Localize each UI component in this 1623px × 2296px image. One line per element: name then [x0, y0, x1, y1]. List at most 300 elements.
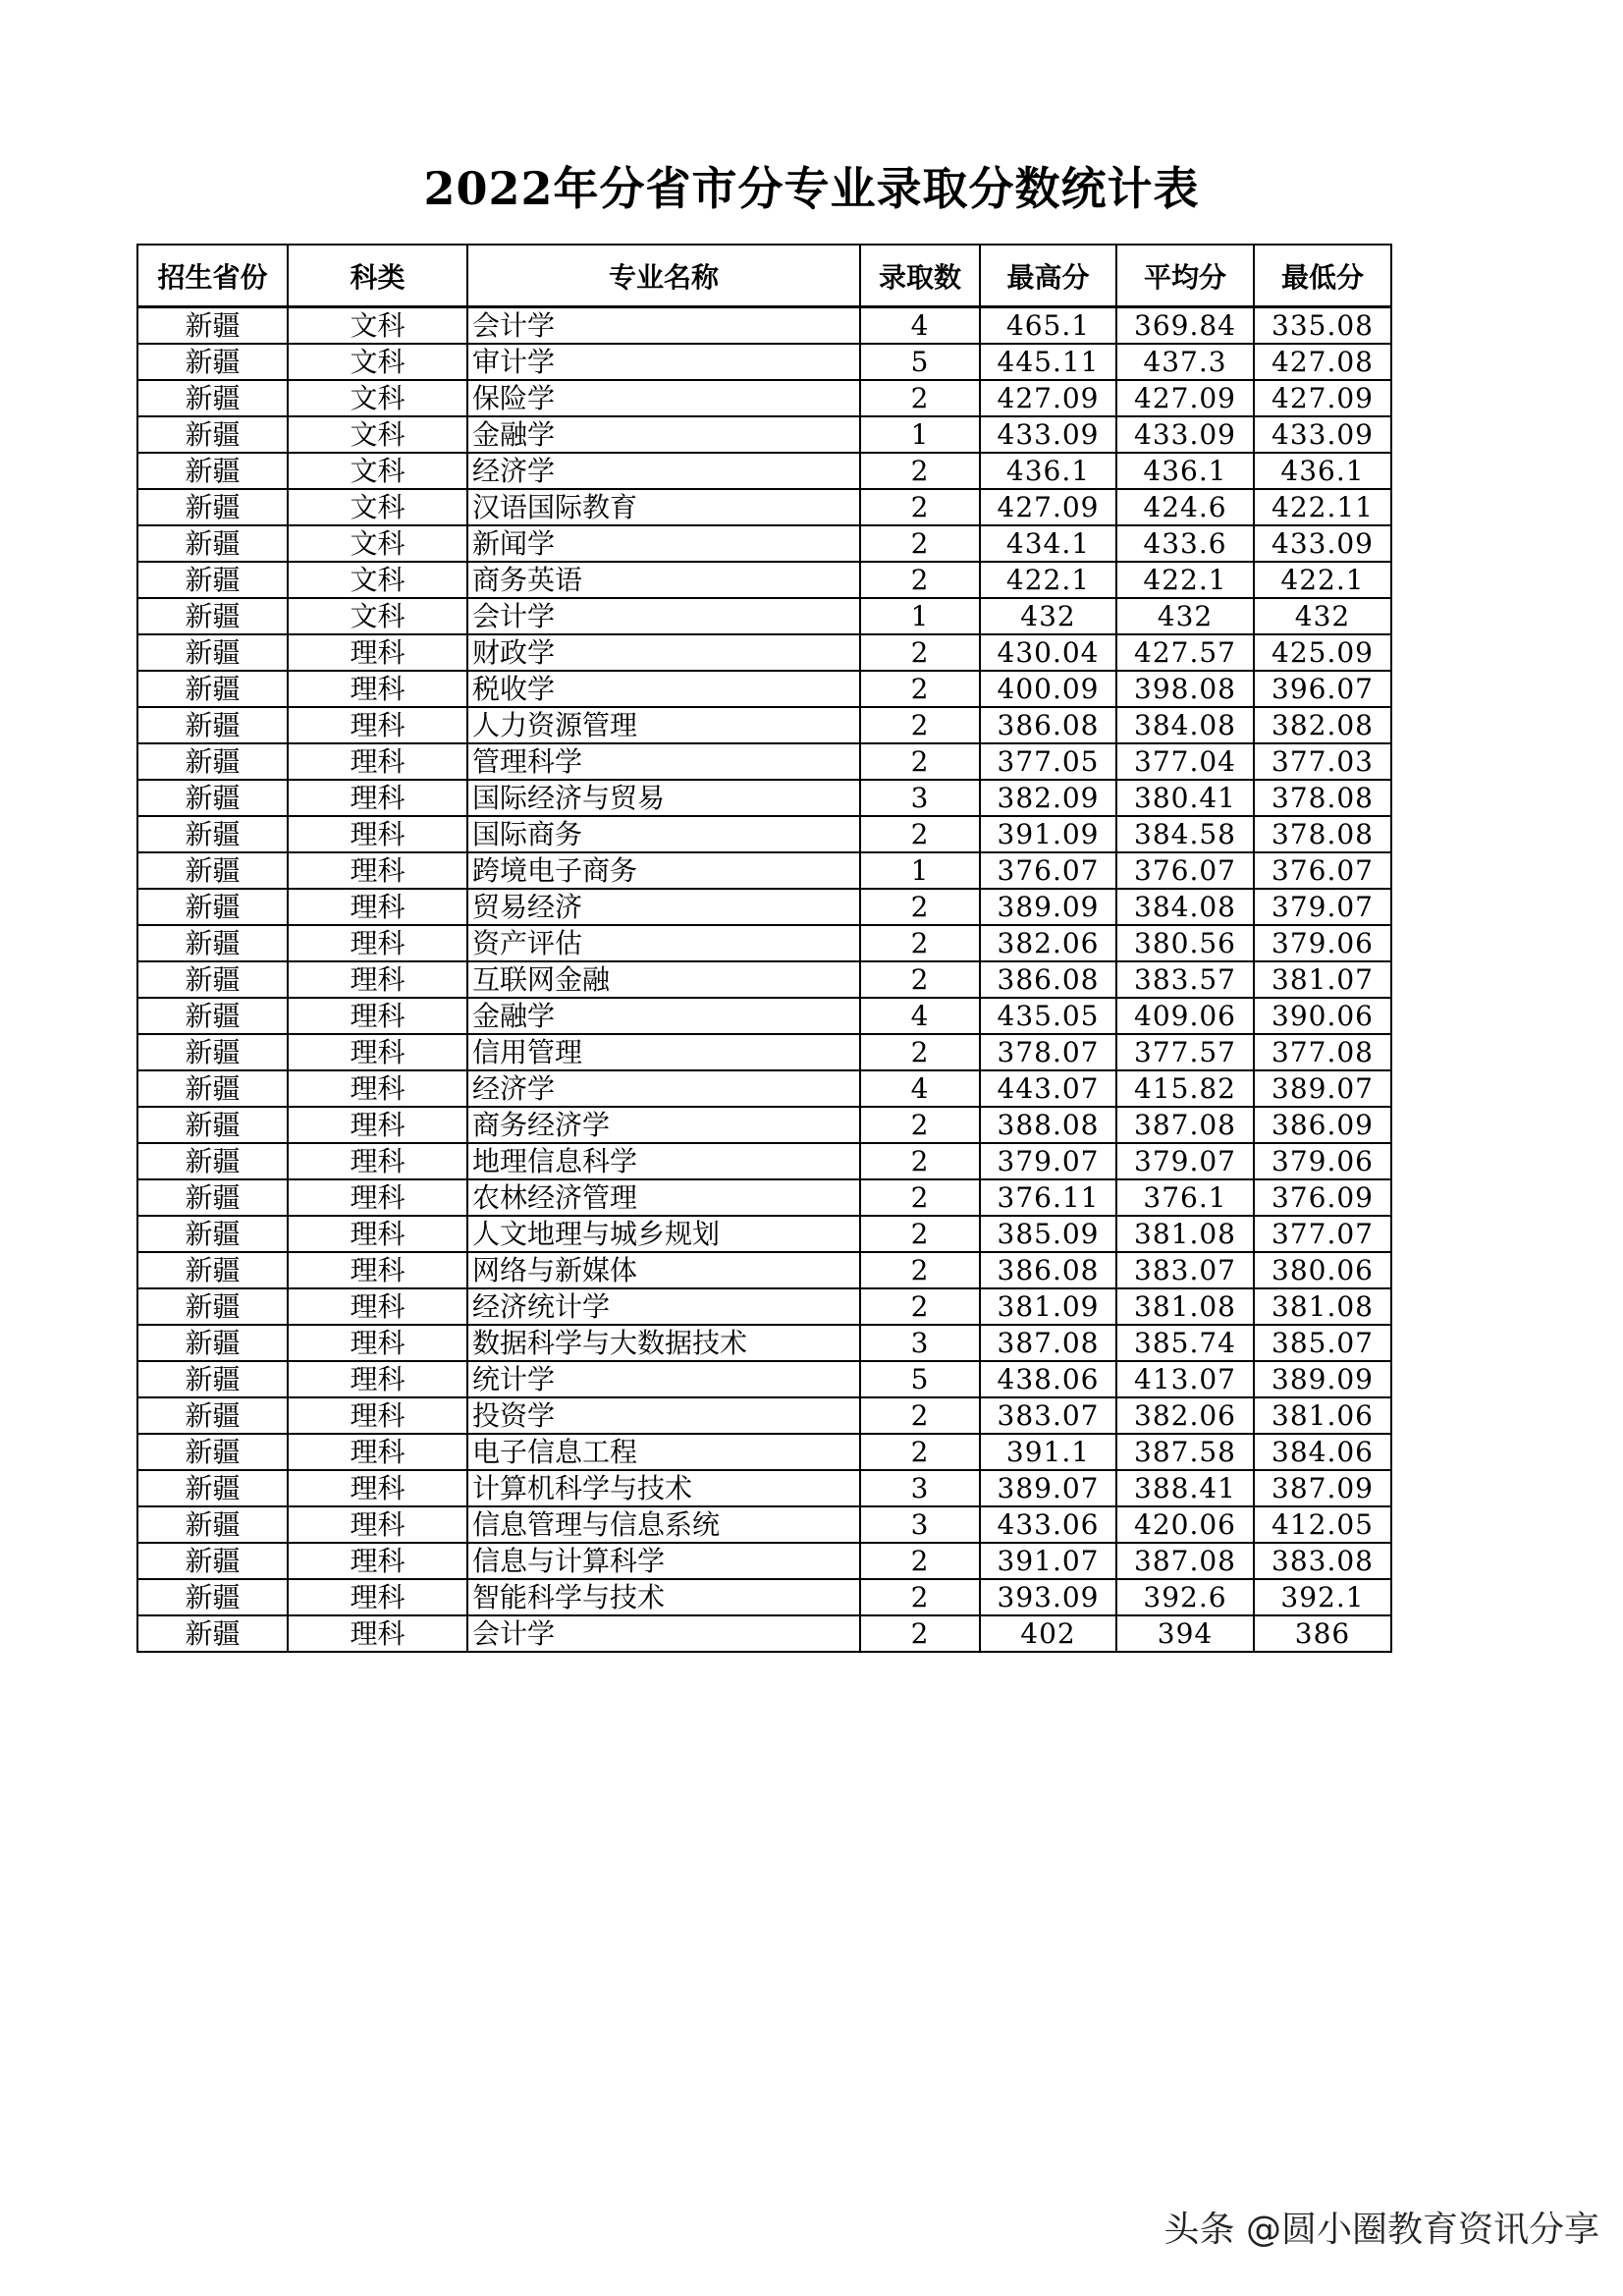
cell-province: 新疆	[137, 1252, 288, 1288]
cell-category: 理科	[288, 1034, 467, 1070]
table-row	[137, 1434, 1391, 1470]
cell-max-score: 383.07	[980, 1397, 1116, 1434]
cell-min-score: 384.06	[1254, 1434, 1391, 1470]
cell-avg-score: 376.1	[1116, 1179, 1254, 1216]
cell-major: 管理科学	[467, 743, 860, 780]
cell-avg-score: 379.07	[1116, 1143, 1254, 1179]
cell-major: 商务英语	[467, 562, 860, 598]
cell-max-score: 379.07	[980, 1143, 1116, 1179]
cell-avg-score: 388.41	[1116, 1470, 1254, 1506]
cell-avg-score: 377.57	[1116, 1034, 1254, 1070]
cell-major: 信息管理与信息系统	[467, 1506, 860, 1543]
cell-province: 新疆	[137, 1034, 288, 1070]
cell-avg-score: 369.84	[1116, 307, 1254, 345]
cell-category: 理科	[288, 1252, 467, 1288]
cell-category: 理科	[288, 1179, 467, 1216]
table-row	[137, 1361, 1391, 1397]
cell-admitted: 2	[860, 1434, 980, 1470]
table-row	[137, 671, 1391, 707]
cell-min-score: 392.1	[1254, 1579, 1391, 1615]
cell-avg-score: 409.06	[1116, 998, 1254, 1034]
cell-category: 理科	[288, 707, 467, 743]
header-min-score: 最低分	[1254, 245, 1391, 307]
cell-province: 新疆	[137, 1216, 288, 1252]
cell-avg-score: 433.6	[1116, 525, 1254, 562]
table-row	[137, 1288, 1391, 1325]
cell-category: 理科	[288, 1579, 467, 1615]
cell-province: 新疆	[137, 1434, 288, 1470]
cell-major: 经济学	[467, 1070, 860, 1107]
table-row	[137, 1543, 1391, 1579]
cell-admitted: 2	[860, 634, 980, 671]
cell-category: 文科	[288, 380, 467, 416]
cell-admitted: 2	[860, 1216, 980, 1252]
cell-category: 理科	[288, 925, 467, 961]
cell-admitted: 2	[860, 1579, 980, 1615]
header-admitted: 录取数	[860, 245, 980, 307]
cell-major: 金融学	[467, 998, 860, 1034]
cell-category: 理科	[288, 816, 467, 852]
cell-min-score: 389.09	[1254, 1361, 1391, 1397]
cell-min-score: 379.07	[1254, 889, 1391, 925]
table-row	[137, 1470, 1391, 1506]
cell-max-score: 391.09	[980, 816, 1116, 852]
cell-min-score: 385.07	[1254, 1325, 1391, 1361]
cell-avg-score: 424.6	[1116, 489, 1254, 525]
cell-major: 会计学	[467, 307, 860, 345]
cell-max-score: 443.07	[980, 1070, 1116, 1107]
cell-min-score: 425.09	[1254, 634, 1391, 671]
cell-max-score: 393.09	[980, 1579, 1116, 1615]
cell-admitted: 2	[860, 961, 980, 998]
cell-major: 信用管理	[467, 1034, 860, 1070]
header-max-score: 最高分	[980, 245, 1116, 307]
cell-major: 人力资源管理	[467, 707, 860, 743]
cell-avg-score: 385.74	[1116, 1325, 1254, 1361]
table-row	[137, 707, 1391, 743]
cell-major: 税收学	[467, 671, 860, 707]
cell-category: 理科	[288, 1361, 467, 1397]
cell-admitted: 2	[860, 1288, 980, 1325]
cell-category: 文科	[288, 416, 467, 453]
cell-avg-score: 432	[1116, 598, 1254, 634]
cell-max-score: 386.08	[980, 961, 1116, 998]
cell-category: 文科	[288, 562, 467, 598]
cell-admitted: 2	[860, 1397, 980, 1434]
cell-avg-score: 392.6	[1116, 1579, 1254, 1615]
cell-category: 理科	[288, 889, 467, 925]
cell-avg-score: 415.82	[1116, 1070, 1254, 1107]
cell-admitted: 4	[860, 1070, 980, 1107]
table-row	[137, 1325, 1391, 1361]
table-row	[137, 598, 1391, 634]
cell-min-score: 381.07	[1254, 961, 1391, 998]
cell-max-score: 432	[980, 598, 1116, 634]
table-row	[137, 1615, 1391, 1652]
cell-province: 新疆	[137, 961, 288, 998]
cell-avg-score: 436.1	[1116, 453, 1254, 489]
table-row	[137, 1143, 1391, 1179]
cell-avg-score: 382.06	[1116, 1397, 1254, 1434]
cell-min-score: 387.09	[1254, 1470, 1391, 1506]
cell-category: 理科	[288, 961, 467, 998]
cell-admitted: 2	[860, 1543, 980, 1579]
cell-province: 新疆	[137, 1179, 288, 1216]
cell-admitted: 2	[860, 525, 980, 562]
cell-category: 理科	[288, 743, 467, 780]
cell-avg-score: 387.08	[1116, 1107, 1254, 1143]
cell-admitted: 2	[860, 1034, 980, 1070]
cell-avg-score: 381.08	[1116, 1288, 1254, 1325]
cell-major: 汉语国际教育	[467, 489, 860, 525]
cell-category: 文科	[288, 489, 467, 525]
cell-admitted: 2	[860, 1179, 980, 1216]
table-row	[137, 852, 1391, 889]
cell-major: 保险学	[467, 380, 860, 416]
cell-category: 理科	[288, 634, 467, 671]
table-row	[137, 525, 1391, 562]
cell-admitted: 2	[860, 671, 980, 707]
cell-avg-score: 420.06	[1116, 1506, 1254, 1543]
cell-province: 新疆	[137, 1506, 288, 1543]
cell-min-score: 381.08	[1254, 1288, 1391, 1325]
cell-max-score: 433.06	[980, 1506, 1116, 1543]
cell-major: 地理信息科学	[467, 1143, 860, 1179]
cell-province: 新疆	[137, 562, 288, 598]
cell-avg-score: 381.08	[1116, 1216, 1254, 1252]
cell-min-score: 379.06	[1254, 925, 1391, 961]
table-row	[137, 743, 1391, 780]
cell-max-score: 402	[980, 1615, 1116, 1652]
cell-province: 新疆	[137, 889, 288, 925]
cell-min-score: 432	[1254, 598, 1391, 634]
cell-category: 理科	[288, 1434, 467, 1470]
cell-major: 统计学	[467, 1361, 860, 1397]
cell-max-score: 438.06	[980, 1361, 1116, 1397]
cell-major: 国际经济与贸易	[467, 780, 860, 816]
cell-category: 理科	[288, 852, 467, 889]
cell-province: 新疆	[137, 671, 288, 707]
cell-province: 新疆	[137, 1470, 288, 1506]
cell-min-score: 436.1	[1254, 453, 1391, 489]
table-row	[137, 1107, 1391, 1143]
cell-province: 新疆	[137, 1543, 288, 1579]
cell-min-score: 335.08	[1254, 307, 1391, 345]
cell-major: 信息与计算科学	[467, 1543, 860, 1579]
cell-province: 新疆	[137, 634, 288, 671]
cell-province: 新疆	[137, 307, 288, 345]
cell-admitted: 3	[860, 1325, 980, 1361]
table-header-row	[137, 245, 1391, 307]
table-row	[137, 1506, 1391, 1543]
cell-admitted: 2	[860, 1143, 980, 1179]
cell-major: 电子信息工程	[467, 1434, 860, 1470]
cell-max-score: 378.07	[980, 1034, 1116, 1070]
cell-category: 理科	[288, 1615, 467, 1652]
cell-min-score: 380.06	[1254, 1252, 1391, 1288]
cell-admitted: 5	[860, 1361, 980, 1397]
cell-admitted: 2	[860, 743, 980, 780]
cell-avg-score: 387.08	[1116, 1543, 1254, 1579]
cell-province: 新疆	[137, 1143, 288, 1179]
cell-avg-score: 383.07	[1116, 1252, 1254, 1288]
cell-province: 新疆	[137, 453, 288, 489]
cell-major: 互联网金融	[467, 961, 860, 998]
cell-max-score: 389.07	[980, 1470, 1116, 1506]
cell-province: 新疆	[137, 416, 288, 453]
cell-max-score: 427.09	[980, 380, 1116, 416]
cell-province: 新疆	[137, 1615, 288, 1652]
cell-max-score: 386.08	[980, 1252, 1116, 1288]
table-row	[137, 416, 1391, 453]
header-category: 科类	[288, 245, 467, 307]
cell-category: 理科	[288, 1288, 467, 1325]
cell-province: 新疆	[137, 1070, 288, 1107]
cell-min-score: 422.11	[1254, 489, 1391, 525]
cell-major: 跨境电子商务	[467, 852, 860, 889]
cell-admitted: 4	[860, 307, 980, 345]
cell-major: 经济统计学	[467, 1288, 860, 1325]
table-row	[137, 380, 1391, 416]
table-row	[137, 1216, 1391, 1252]
cell-max-score: 422.1	[980, 562, 1116, 598]
cell-admitted: 2	[860, 816, 980, 852]
table-row	[137, 1397, 1391, 1434]
cell-avg-score: 413.07	[1116, 1361, 1254, 1397]
cell-min-score: 422.1	[1254, 562, 1391, 598]
cell-category: 理科	[288, 1216, 467, 1252]
cell-admitted: 1	[860, 852, 980, 889]
cell-avg-score: 384.08	[1116, 889, 1254, 925]
cell-province: 新疆	[137, 344, 288, 380]
cell-category: 理科	[288, 1470, 467, 1506]
cell-min-score: 390.06	[1254, 998, 1391, 1034]
cell-major: 审计学	[467, 344, 860, 380]
cell-major: 农林经济管理	[467, 1179, 860, 1216]
cell-category: 文科	[288, 598, 467, 634]
cell-max-score: 385.09	[980, 1216, 1116, 1252]
table-row	[137, 1179, 1391, 1216]
cell-max-score: 377.05	[980, 743, 1116, 780]
header-avg-score: 平均分	[1116, 245, 1254, 307]
cell-major: 金融学	[467, 416, 860, 453]
cell-province: 新疆	[137, 525, 288, 562]
cell-admitted: 2	[860, 1107, 980, 1143]
cell-category: 理科	[288, 1397, 467, 1434]
cell-province: 新疆	[137, 852, 288, 889]
cell-admitted: 5	[860, 344, 980, 380]
cell-category: 文科	[288, 453, 467, 489]
table-row	[137, 816, 1391, 852]
cell-province: 新疆	[137, 1397, 288, 1434]
cell-avg-score: 380.41	[1116, 780, 1254, 816]
cell-min-score: 382.08	[1254, 707, 1391, 743]
cell-max-score: 376.07	[980, 852, 1116, 889]
table-row	[137, 889, 1391, 925]
table-row	[137, 1070, 1391, 1107]
cell-category: 文科	[288, 525, 467, 562]
cell-province: 新疆	[137, 1107, 288, 1143]
cell-max-score: 436.1	[980, 453, 1116, 489]
header-province: 招生省份	[137, 245, 288, 307]
cell-min-score: 379.06	[1254, 1143, 1391, 1179]
cell-max-score: 389.09	[980, 889, 1116, 925]
cell-min-score: 427.08	[1254, 344, 1391, 380]
cell-major: 国际商务	[467, 816, 860, 852]
cell-major: 会计学	[467, 598, 860, 634]
cell-max-score: 430.04	[980, 634, 1116, 671]
cell-min-score: 376.09	[1254, 1179, 1391, 1216]
score-table	[136, 244, 1392, 1653]
cell-min-score: 427.09	[1254, 380, 1391, 416]
cell-max-score: 388.08	[980, 1107, 1116, 1143]
cell-avg-score: 380.56	[1116, 925, 1254, 961]
cell-max-score: 427.09	[980, 489, 1116, 525]
cell-min-score: 396.07	[1254, 671, 1391, 707]
table-row	[137, 1034, 1391, 1070]
table-row	[137, 307, 1391, 345]
cell-avg-score: 437.3	[1116, 344, 1254, 380]
cell-min-score: 378.08	[1254, 780, 1391, 816]
cell-avg-score: 398.08	[1116, 671, 1254, 707]
cell-max-score: 445.11	[980, 344, 1116, 380]
cell-max-score: 434.1	[980, 525, 1116, 562]
cell-province: 新疆	[137, 598, 288, 634]
cell-major: 会计学	[467, 1615, 860, 1652]
cell-category: 文科	[288, 307, 467, 345]
cell-province: 新疆	[137, 707, 288, 743]
cell-min-score: 389.07	[1254, 1070, 1391, 1107]
cell-major: 人文地理与城乡规划	[467, 1216, 860, 1252]
cell-province: 新疆	[137, 1361, 288, 1397]
cell-category: 理科	[288, 998, 467, 1034]
cell-min-score: 383.08	[1254, 1543, 1391, 1579]
cell-major: 经济学	[467, 453, 860, 489]
cell-category: 理科	[288, 1506, 467, 1543]
cell-admitted: 1	[860, 416, 980, 453]
cell-avg-score: 427.09	[1116, 380, 1254, 416]
table-row	[137, 453, 1391, 489]
table-row	[137, 344, 1391, 380]
cell-major: 财政学	[467, 634, 860, 671]
cell-category: 理科	[288, 1325, 467, 1361]
cell-max-score: 435.05	[980, 998, 1116, 1034]
table-row	[137, 780, 1391, 816]
cell-admitted: 2	[860, 707, 980, 743]
cell-min-score: 377.03	[1254, 743, 1391, 780]
cell-province: 新疆	[137, 998, 288, 1034]
cell-major: 数据科学与大数据技术	[467, 1325, 860, 1361]
table-row	[137, 925, 1391, 961]
cell-category: 理科	[288, 671, 467, 707]
cell-max-score: 382.09	[980, 780, 1116, 816]
cell-major: 计算机科学与技术	[467, 1470, 860, 1506]
cell-min-score: 377.07	[1254, 1216, 1391, 1252]
table-row	[137, 1579, 1391, 1615]
cell-category: 文科	[288, 344, 467, 380]
cell-major: 资产评估	[467, 925, 860, 961]
cell-major: 智能科学与技术	[467, 1579, 860, 1615]
cell-province: 新疆	[137, 816, 288, 852]
cell-category: 理科	[288, 1543, 467, 1579]
cell-min-score: 412.05	[1254, 1506, 1391, 1543]
cell-admitted: 2	[860, 1615, 980, 1652]
cell-avg-score: 384.58	[1116, 816, 1254, 852]
cell-avg-score: 377.04	[1116, 743, 1254, 780]
cell-max-score: 391.07	[980, 1543, 1116, 1579]
cell-category: 理科	[288, 780, 467, 816]
header-major: 专业名称	[467, 245, 860, 307]
cell-avg-score: 422.1	[1116, 562, 1254, 598]
cell-admitted: 4	[860, 998, 980, 1034]
cell-max-score: 400.09	[980, 671, 1116, 707]
cell-province: 新疆	[137, 1288, 288, 1325]
cell-province: 新疆	[137, 380, 288, 416]
cell-min-score: 377.08	[1254, 1034, 1391, 1070]
cell-max-score: 433.09	[980, 416, 1116, 453]
cell-province: 新疆	[137, 489, 288, 525]
cell-max-score: 382.06	[980, 925, 1116, 961]
cell-admitted: 3	[860, 780, 980, 816]
table-body	[137, 307, 1391, 1653]
cell-avg-score: 384.08	[1116, 707, 1254, 743]
cell-province: 新疆	[137, 780, 288, 816]
cell-admitted: 2	[860, 453, 980, 489]
cell-category: 理科	[288, 1143, 467, 1179]
cell-min-score: 376.07	[1254, 852, 1391, 889]
cell-min-score: 378.08	[1254, 816, 1391, 852]
source-watermark: 头条 @圆小圈教育资讯分享	[1163, 2210, 1599, 2250]
cell-category: 理科	[288, 1107, 467, 1143]
cell-major: 网络与新媒体	[467, 1252, 860, 1288]
cell-admitted: 2	[860, 380, 980, 416]
cell-max-score: 386.08	[980, 707, 1116, 743]
cell-admitted: 2	[860, 889, 980, 925]
cell-max-score: 387.08	[980, 1325, 1116, 1361]
cell-province: 新疆	[137, 1325, 288, 1361]
cell-admitted: 2	[860, 1252, 980, 1288]
cell-category: 理科	[288, 1070, 467, 1107]
cell-avg-score: 383.57	[1116, 961, 1254, 998]
table-row	[137, 562, 1391, 598]
cell-admitted: 3	[860, 1506, 980, 1543]
cell-province: 新疆	[137, 1579, 288, 1615]
cell-admitted: 3	[860, 1470, 980, 1506]
cell-admitted: 2	[860, 489, 980, 525]
cell-admitted: 1	[860, 598, 980, 634]
cell-avg-score: 427.57	[1116, 634, 1254, 671]
cell-major: 贸易经济	[467, 889, 860, 925]
table-row	[137, 634, 1391, 671]
table-row	[137, 998, 1391, 1034]
cell-province: 新疆	[137, 743, 288, 780]
cell-admitted: 2	[860, 562, 980, 598]
cell-max-score: 391.1	[980, 1434, 1116, 1470]
cell-min-score: 386.09	[1254, 1107, 1391, 1143]
cell-major: 投资学	[467, 1397, 860, 1434]
cell-avg-score: 394	[1116, 1615, 1254, 1652]
cell-province: 新疆	[137, 925, 288, 961]
cell-admitted: 2	[860, 925, 980, 961]
table-row	[137, 489, 1391, 525]
cell-avg-score: 433.09	[1116, 416, 1254, 453]
cell-major: 新闻学	[467, 525, 860, 562]
cell-min-score: 433.09	[1254, 416, 1391, 453]
cell-max-score: 381.09	[980, 1288, 1116, 1325]
cell-min-score: 386	[1254, 1615, 1391, 1652]
cell-major: 商务经济学	[467, 1107, 860, 1143]
table-row	[137, 1252, 1391, 1288]
